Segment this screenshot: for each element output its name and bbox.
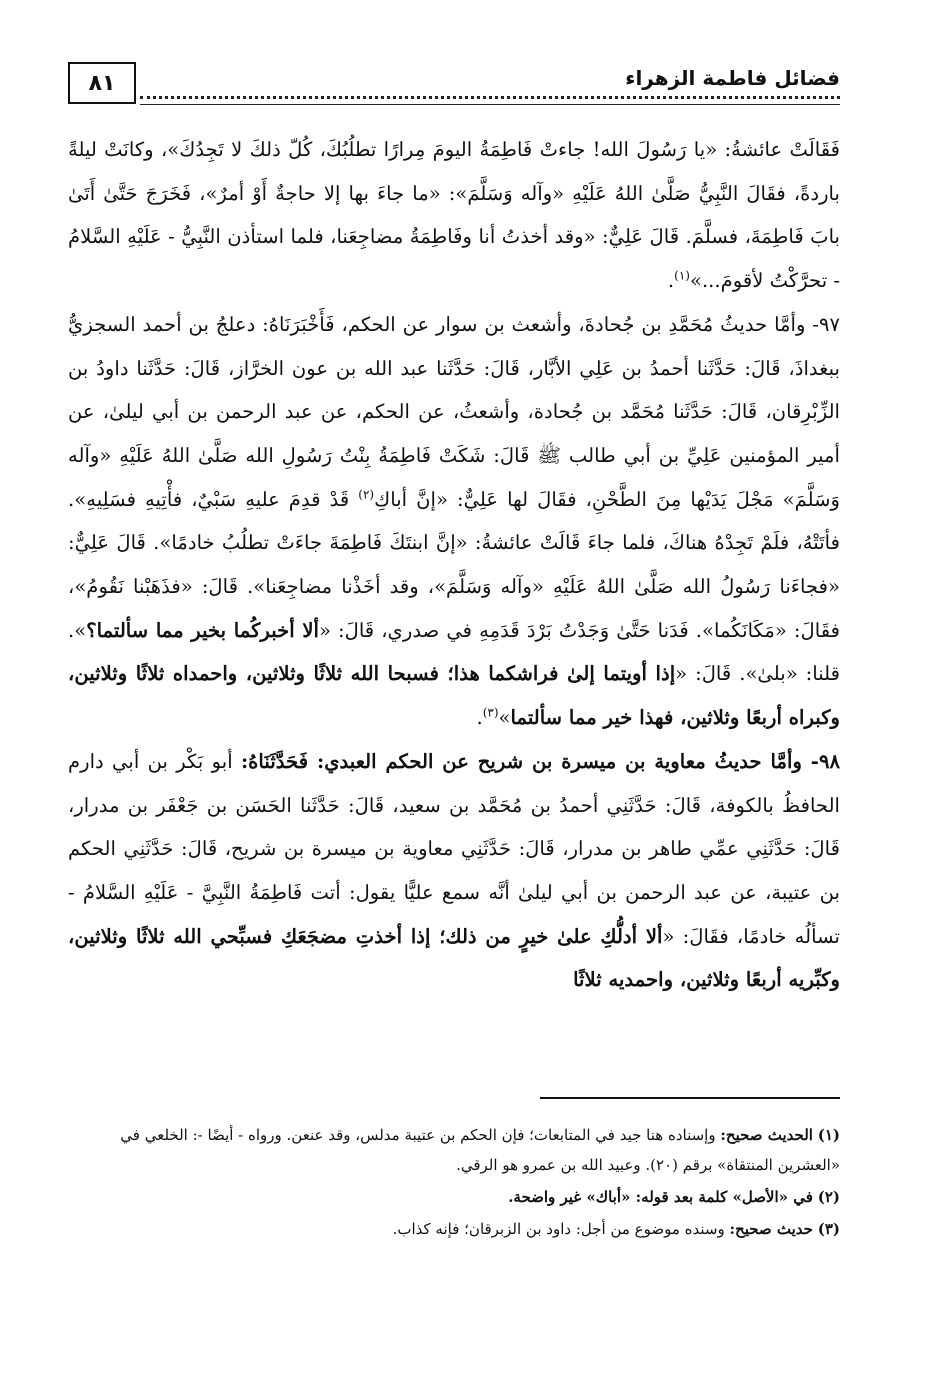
hadith-97: ٩٧- وأمَّا حديثُ مُحَمَّدِ بن جُحادةَ، وأشعث بن سوار عن الحكم، فَأَخْبَرَنَاهُ: دعلجُ بن أحمد السجزيُّ ببغداذَ، قَالَ: حَدَّثَنا أحمدُ بن عَلِي الأبَّار، قَالَ: حَدَّثَنا عبد الله بن عون الخرَّاز، قَالَ: حَدَّثَنا داودُ بن الزِّبْرِقان، قَالَ: حَدَّثَنا مُحَمَّد بن جُحادة، وأشعثُ، عن الحكم، عن عبد الرحمن بن أبي ليلىٰ، عن أمير المؤمنين عَلِيِّ بن أبي طالب ﷺ قَالَ: شَكَتْ فَاطِمَةُ بِنْتُ رَسُولِ الله صَلَّىٰ اللهُ عَلَيْهِ «وآله وَسَلَّمَ» مَجْلَ يَدَيْها مِنَ الطَّحْنِ، فقَالَ لها عَلِيٌّ: «إنَّ أباكِ$^{(٢)}$ قَدْ قدِمَ عليهِ سَبْيٌ، فأْتِيهِ فسَلِيهِ». فأتَتْهُ، فلَمْ تَجِدْهُ هناكَ، فلما جاءَ قَالَتْ عائشةُ: «إنَّ ابنتَكَ فَاطِمَةَ جاءَتْ تطلُبُ خادمًا». قَالَ عَلِيٌّ: «فجاءَنا رَسُولُ الله صَلَّىٰ اللهُ عَلَيْهِ «وآله وَسَلَّمَ»، وقد أخَذْنا مضاجِعَنا». قَالَ: «فذَهَبْنا نَقُومُ»، فقَالَ: «مَكَانَكُما». فَدَنا حَتَّىٰ وَجَدْتُ بَرْدَ قَدَمِهِ في صدري، قَالَ: «ألا أخبركُما بخير مما سألتما؟». قلنا: «بلىٰ». قَالَ: «إذا أويتما إلىٰ فراشكما هذا؛ فسبحا الله ثلاثًا وثلاثين، واحمداه ثلاثًا وثلاثين، وكبراه أربعًا وثلاثين، فهذا خير مما سألتما»$^{(٣)}$. (68, 312, 840, 730)
footnote-1: (١) الحديث صحيح: وإسناده هنا جيد في المتابعات؛ فإن الحكم بن عتيبة مدلس، وقد عنعن. ورواه - أيضًا -: الخلعي في «العشرين المنتقاة» برقم (٢٠). وعبيد الله بن عمرو هو الرقي. (120, 1126, 840, 1174)
footnote-ref: (٢) (358, 487, 375, 502)
footnote-2: (٢) في «الأصل» كلمة بعد قوله: «أباك» غير واضحة. (508, 1188, 840, 1206)
footnote-3: (٣) حديث صحيح: وسنده موضوع من أجل: داود بن الزبرقان؛ فإنه كذاب. (392, 1220, 840, 1238)
footnote-ref: (٣) (482, 705, 499, 720)
page-number: ٨١ (68, 62, 136, 104)
footnotes (68, 1120, 840, 1246)
header-rule (140, 104, 840, 105)
footnote-ref: (١) (674, 268, 690, 283)
running-title: فضائل فاطمة الزهراء (625, 66, 840, 90)
hadith-98: ٩٨- وأمَّا حديثُ معاوية بن ميسرة بن شريح عن الحكم العبدي: فَحَدَّثَنَاهُ: أبو بَكْر بن أبي دارم الحافظُ بالكوفة، قَالَ: حَدَّثَنِي أحمدُ بن مُحَمَّد بن سعيد، قَالَ: حَدَّثَنا الحَسَن بن جَعْفَر بن مدرار، قَالَ: حَدَّثَنِي عمِّي طاهر بن مدرار، قَالَ: حَدَّثَنِي معاوية بن ميسرة بن شريح، قَالَ: حَدَّثَنِي الحكم بن عتيبة، عن عبد الرحمن بن أبي ليلىٰ أنَّه سمع عليًّا يقول: أتت فَاطِمَةُ النَّبِيَّ - عَلَيْهِ السَّلامُ - تسألُه خادمًا، فقَالَ: «ألا أدلُّكِ علىٰ خيرٍ من ذلك؛ إذا أخذتِ مضجَعَكِ فسبِّحي الله ثلاثًا وثلاثين، وكبِّريه أربعًا وثلاثين، واحمديه ثلاثًا (68, 749, 841, 992)
page-header (68, 62, 840, 112)
header-dotted-rule (140, 96, 840, 99)
footnote-separator (540, 1097, 840, 1099)
main-text (68, 128, 840, 1002)
paragraph-continuation: فَقَالَتْ عائشةُ: «يا رَسُولَ الله! جاءتْ فَاطِمَةُ اليومَ مِرارًا تطلُبُكَ، كُلّ ذلكَ لا تَجِدُكَ»، وكانَتْ ليلةً باردةً، فقَالَ النَّبِيُّ صَلَّىٰ اللهُ عَلَيْهِ «وآله وَسَلَّمَ»: «ما جاءَ بها إلا حاجةٌ أَوْ أمرٌ»، فَخَرَجَ حَتَّىٰ أَتَىٰ بابَ فَاطِمَةَ، فسلَّمَ. قَالَ عَلِيٌّ: «وقد أخذتُ أنا وفَاطِمَةُ مضاجِعَنا، فلما استأذن النَّبِيُّ - عَلَيْهِ السَّلامُ - تحرَّكْتُ لأقومَ...»$^{(١)}$. (68, 138, 840, 293)
